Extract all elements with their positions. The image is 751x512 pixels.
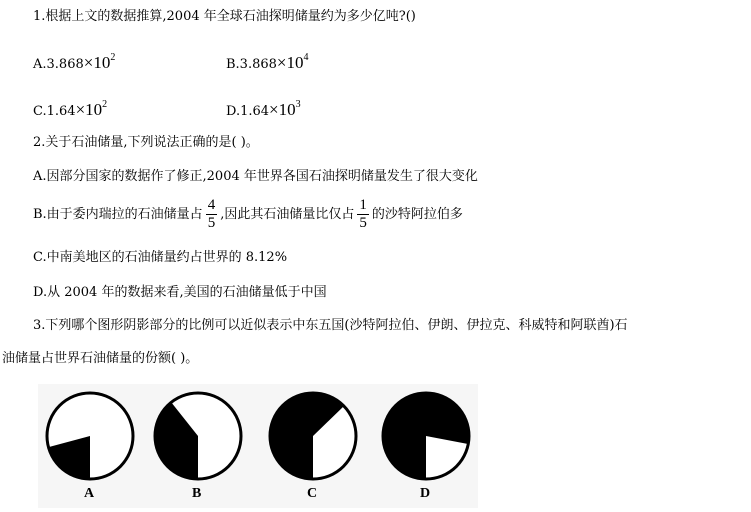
pie-b-label: B [192, 486, 202, 501]
fraction-denominator: 5 [359, 215, 367, 231]
q1-option-b-prefix: B.3.868 [226, 57, 277, 72]
q2-option-a: A.因部分国家的数据作了修正,2004 年世界各国石油探明储量发生了很大变化 [33, 169, 478, 184]
fraction-four-fifths [206, 197, 218, 232]
pie-a [47, 393, 133, 479]
pie-c [270, 393, 356, 479]
q1-option-b-times: × [276, 53, 287, 72]
q1-option-a [33, 50, 115, 73]
fraction-denominator: 5 [207, 215, 216, 231]
q1-option-a-times: × [83, 53, 94, 72]
q1-option-c-prefix: C.1.64 [33, 104, 76, 119]
pie-d [383, 393, 469, 479]
pie-figures-svg [38, 384, 478, 508]
q1-option-c-base: 10 [85, 100, 103, 119]
fraction-numerator: 4 [207, 197, 216, 213]
q2-option-b-post: 的沙特阿拉伯多 [371, 207, 463, 222]
q2-option-b-mid: ,因此其石油储量比仅占 [220, 207, 355, 222]
q2-option-b [33, 196, 463, 234]
q1-stem: 1.根据上文的数据推算,2004 年全球石油探明储量约为多少亿吨?() [33, 9, 416, 24]
pie-c-label: C [307, 486, 318, 501]
q1-option-b [226, 50, 309, 73]
q3-stem-line1: 3.下列哪个图形阴影部分的比例可以近似表示中东五国(沙特阿拉伯、伊朗、伊拉克、科威特和阿联酋)石 [33, 318, 628, 333]
q1-option-c-times: × [75, 100, 86, 119]
q2-option-b-pre: B.由于委内瑞拉的石油储量占 [33, 207, 203, 222]
q1-option-d-prefix: D.1.64 [226, 104, 270, 119]
pie-figures-panel [38, 384, 478, 508]
q1-option-a-base: 10 [93, 53, 111, 72]
q1-option-c-exp: 2 [102, 99, 108, 110]
q1-option-b-exp: 4 [303, 52, 309, 63]
q1-option-d-times: × [269, 100, 279, 119]
pie-a-label: A [84, 486, 95, 501]
q2-option-d: D.从 2004 年的数据来看,美国的石油储量低于中国 [33, 285, 327, 300]
pie-d-label: D [420, 486, 431, 501]
q1-option-c [33, 97, 107, 120]
pie-b [154, 393, 241, 479]
q1-option-a-prefix: A.3.868 [33, 57, 84, 72]
q2-stem: 2.关于石油储量,下列说法正确的是( )。 [33, 135, 259, 150]
q3-stem-line2: 油储量占世界石油储量的份额( )。 [2, 351, 199, 366]
q1-option-b-base: 10 [286, 53, 304, 72]
q1-option-a-exp: 2 [110, 52, 116, 63]
fraction-one-fifth [357, 197, 369, 232]
q1-option-d-base: 10 [278, 100, 296, 119]
q1-option-d [226, 97, 301, 120]
q1-option-d-exp: 3 [295, 99, 301, 110]
fraction-numerator: 1 [359, 197, 367, 213]
q2-option-c: C.中南美地区的石油储量约占世界的 8.12% [33, 250, 288, 265]
